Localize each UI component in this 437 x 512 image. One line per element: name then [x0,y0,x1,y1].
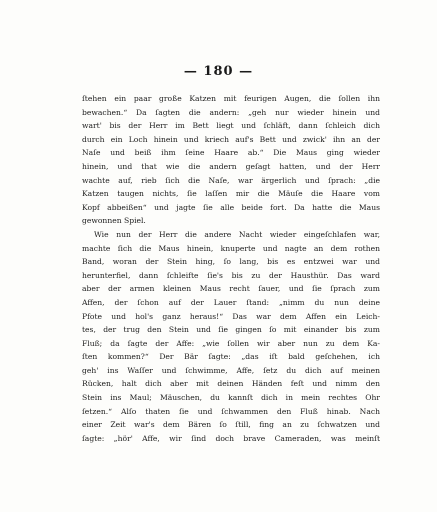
text-line: wart' bis der Herr im Bett liegt und ſchläft, dann ſchleich dich [82,121,380,131]
text-line: bewachen.“ Da ſagten die andern: „geh nur wieder hinein und [82,107,380,117]
text-line: Katzen taugen nichts, ſie laſſen mir die Mäuſe die Haare vom [82,189,380,199]
text-line: Wie nun der Herr die andere Nacht wieder eingeſchlafen war, [94,229,380,239]
page-number: — 180 — [183,64,254,79]
text-line: tes, der trug den Stein und ſie gingen ſo mit einander bis zum [82,325,380,335]
text-line: Band, woran der Stein hing, ſo lang, bis es entzwei war und [82,257,380,267]
text-line: Fluß; da ſagte der Affe: „wie ſollen wir aber nun zu dem Ka- [82,338,380,348]
text-line: herunterfiel, dann ſchleifte ſie's bis zu der Hausthür. Das ward [82,270,380,280]
text-line: durch ein Loch hinein und kriech auf's Bett und zwick' ihn an der [82,134,380,144]
text-line: ſten kommen?“ Der Bär ſagte: „das iſt bald geſchehen, ich [82,352,380,362]
text-line: Naſe und beiß ihm ſeine Haare ab.“ Die Maus ging wieder [82,148,380,158]
text-line: geh' ins Waſſer und ſchwimme, Affe, ſetz du dich auf meinen [82,365,380,375]
text-line: wachte auf, rieb ſich die Naſe, war ärgerlich und ſprach: „die [82,175,380,185]
text-line: aber der armen kleinen Maus recht ſauer, und ſie ſprach zum [82,284,380,294]
text-line: Affen, der ſchon auf der Lauer ſtand: „nimm du nun deine [82,297,380,307]
text-line: hinein, und that wie die andern geſagt hatten, und der Herr [82,161,380,171]
text-line: ſetzen.“ Alſo thaten ſie und ſchwammen den Fluß hinab. Nach [82,406,380,416]
text-line: Kopf abbeißen“ und jagte ſie alle beide fort. Da hatte die Maus [82,202,380,212]
text-line: Rücken, halt dich aber mit deinen Händen feſt und nimm den [82,379,380,389]
text-line: machte ſich die Maus hinein, knuperte und nagte an dem rothen [82,243,380,253]
text-line: Stein ins Maul; Mäuschen, du kannſt dich in mein rechtes Ohr [82,393,380,403]
text-line: ſtehen ein paar große Katzen mit feurigen Augen, die ſollen ihn [82,94,380,103]
text-line: Pfote und hol's ganz heraus!“ Das war dem Affen ein Leich- [82,311,380,321]
text-line: ſagte: „hör' Affe, wir ſind doch brave Cameraden, was meinſt [82,433,380,443]
body-text [82,92,380,445]
text-line: gewonnen Spiel. [82,216,146,226]
text-line: einer Zeit war's dem Bären ſo ſtill, fing an zu ſchwatzen und [82,420,380,430]
